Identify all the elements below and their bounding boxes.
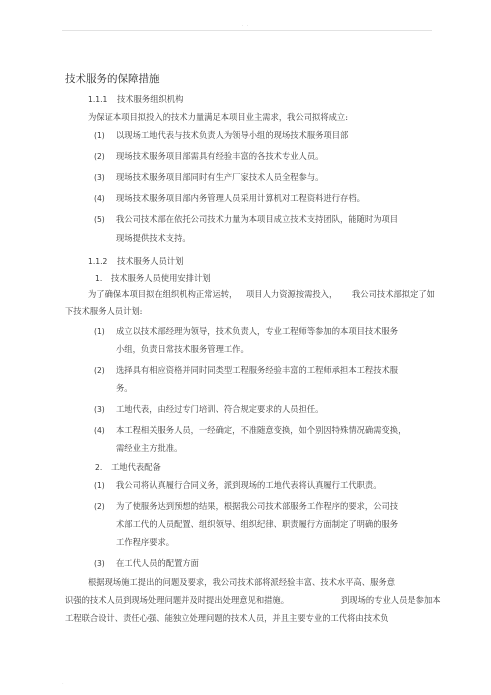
header-mark: . . [241, 22, 250, 28]
paragraph-text: 为保证本项目拟投入的技术力量满足本项目业主需求，我公司拟将成立: [88, 112, 349, 122]
list-item-text: 现场技术服务项目部需具有经验丰富的各技术专业人员。 [116, 151, 324, 161]
paragraph-text: 工程联合设计、责任心强、能独立处理问题的技术人员，并且主要专业的工代将由技术负 [65, 613, 389, 623]
list-item-text: 在工代人员的配置方面 [116, 558, 199, 568]
list-number: (3) [94, 559, 105, 568]
list-number: (2) [94, 366, 105, 375]
point-heading: 技术服务人员使用安排计划 [111, 273, 211, 283]
paragraph-text: 我公司技术部拟定了如 [352, 289, 435, 299]
list-number: (2) [94, 502, 105, 511]
point-number: 2. [95, 463, 103, 472]
list-item-text: 为了使服务达到预想的结果，根据我公司技术部服务工作程序的要求，公司技 [116, 501, 399, 511]
paragraph-text: 下技术服务人员计划: [65, 306, 143, 316]
list-item-continuation: 术部工代的人员配置、组织领导、组织纪律、职责履行方面制定了明确的服务 [116, 519, 399, 529]
footer-mark: . [62, 680, 64, 686]
list-item-continuation: 现场提供技术支持。 [116, 233, 191, 243]
list-item-text: 我公司技术部在依托公司技术力量为本项目成立技术支持团队，能随时为项目 [116, 214, 399, 224]
list-number: (1) [94, 131, 105, 140]
subsection-number: 1.1.1 [88, 95, 108, 104]
list-item-continuation: 工作程序要求。 [116, 537, 175, 547]
list-number: (4) [94, 426, 105, 435]
paragraph-text: 为了确保本项目拟在组织机构正常运转， [88, 289, 238, 299]
list-number: (5) [94, 215, 105, 224]
list-item-continuation: 务。 [116, 383, 133, 393]
paragraph-text: 项目人力资源按需投入， [246, 289, 338, 299]
section-title: 技术服务的保障措施 [65, 73, 160, 85]
point-heading: 工地代表配备 [111, 462, 161, 472]
list-item-text: 本工程相关服务人员，一经确定，不准随意变换，如个别因特殊情况确需变换， [116, 425, 407, 435]
point-number: 1. [95, 274, 103, 283]
subsection-heading: 技术服务组织机构 [117, 94, 184, 104]
list-number: (3) [94, 173, 105, 182]
subsection-number: 1.1.2 [88, 257, 108, 266]
list-item-continuation: 小组，负责日常技术服务管理工作。 [116, 344, 249, 354]
list-item-text: 现场技术服务项目部内务管理人员采用计算机对工程资料进行存档。 [116, 193, 365, 203]
list-number: (4) [94, 194, 105, 203]
paragraph-text: 识强的技术人员到现场处理问题并及时提出处理意见和措施。 [65, 595, 290, 605]
paragraph-text: 到现场的专业人员是参加本 [341, 595, 441, 605]
list-item-text: 成立以技术部经理为领导，技术负责人，专业工程师等参加的本项目技术服务 [116, 326, 399, 336]
list-item-text: 我公司将认真履行合同义务，派到现场的工地代表将认真履行工代职责。 [116, 480, 382, 490]
paragraph-text: 根据现场施工提出的问题及要求，我公司技术部将派经验丰富、技术水平高、服务意 [88, 577, 395, 587]
list-number: (2) [94, 152, 105, 161]
list-item-text: 工地代表，由经过专门培训、符合规定要求的人员担任。 [116, 404, 324, 414]
list-item-text: 以现场工地代表与技术负责人为领导小组的现场技术服务项目部 [116, 130, 349, 140]
list-number: (3) [94, 405, 105, 414]
list-item-continuation: 需经业主方批准。 [116, 443, 183, 453]
list-number: (1) [94, 481, 105, 490]
subsection-heading: 技术服务人员计划 [117, 256, 184, 266]
header-rule [62, 30, 432, 31]
list-number: (1) [94, 327, 105, 336]
list-item-text: 选择具有相应资格并同时同类型工程服务经验丰富的工程师承担本工程技术服 [116, 365, 399, 375]
list-item-text: 现场技术服务项目部同时有生产厂家技术人员全程参与。 [116, 172, 324, 182]
